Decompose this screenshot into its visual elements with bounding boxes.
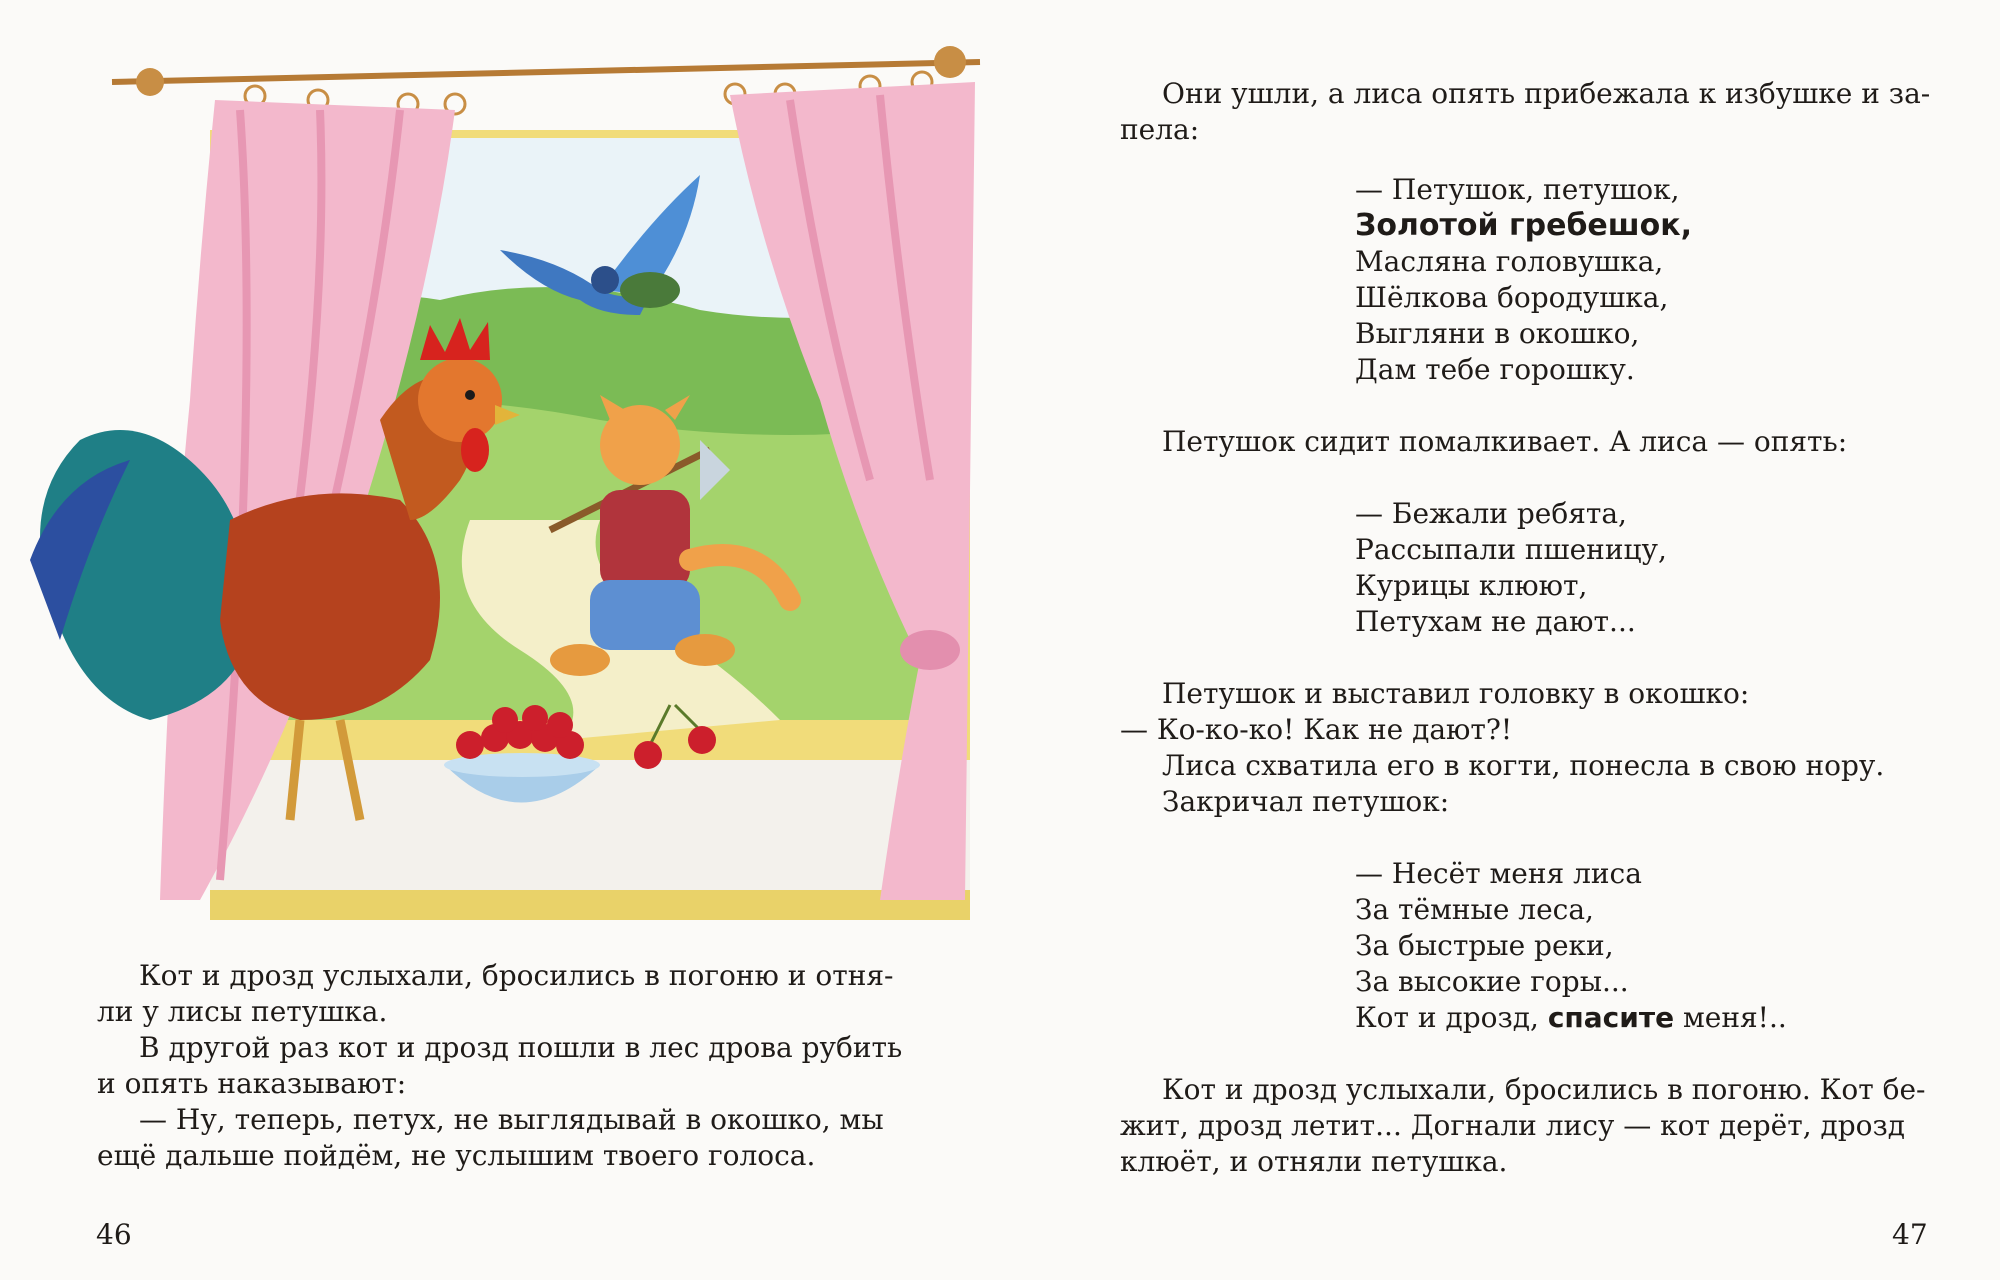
paragraph-line: Лиса схватила его в когти, понесла в свою нору.: [1162, 749, 1885, 782]
verse-line: Рассыпали пшеницу,: [1355, 533, 1667, 566]
paragraph-line: клюёт, и отняли петушка.: [1120, 1145, 1508, 1178]
verse-line: За быстрые реки,: [1355, 929, 1614, 962]
page-number-left: 46: [96, 1218, 132, 1251]
verse-line: За тёмные леса,: [1355, 893, 1594, 926]
bold-word-spasite: спасите: [1547, 1001, 1675, 1034]
verse-1: [1355, 172, 1692, 388]
verse-text: Кот и дрозд,: [1355, 1001, 1548, 1034]
paragraph-line: ли у лисы петушка.: [97, 995, 388, 1028]
verse-line: Масляна головушка,: [1355, 245, 1664, 278]
paragraph-line: В другой раз кот и дрозд пошли в лес дрова рубить: [139, 1031, 903, 1064]
verse-line: Курицы клюют,: [1355, 569, 1588, 602]
paragraph-line: Закричал петушок:: [1162, 785, 1450, 818]
paragraph-line: пела:: [1120, 113, 1200, 146]
paragraph-2: Петушок сидит помалкивает. А лиса — опять:: [1162, 425, 1848, 458]
paragraph-line: Кот и дрозд услыхали, бросились в погоню и отня-: [139, 959, 894, 992]
verse-line: Шёлкова бородушка,: [1355, 281, 1669, 314]
paragraph-line: Петушок и выставил головку в окошко:: [1162, 677, 1750, 710]
verse-2: [1355, 496, 1667, 640]
paragraph-line: ещё дальше пойдём, не услышим твоего голоса.: [97, 1139, 816, 1172]
paragraph-line: — Ко-ко-ко! Как не дают?!: [1120, 713, 1513, 746]
verse-line: — Бежали ребята,: [1355, 497, 1627, 530]
final-paragraph: [1120, 1072, 1926, 1180]
paragraph-3: [1120, 676, 1885, 820]
paragraph-line: жит, дрозд летит... Догнали лису — кот дерёт, дрозд: [1120, 1109, 1906, 1142]
verse-line: Дам тебе горошку.: [1355, 353, 1635, 386]
intro-paragraph: [1120, 76, 1931, 148]
verse-line: Петухам не дают...: [1355, 605, 1636, 638]
paragraph-line: Кот и дрозд услыхали, бросились в погоню. Кот бе-: [1162, 1073, 1926, 1106]
verse-line: За высокие горы...: [1355, 965, 1629, 998]
paragraph-line: — Ну, теперь, петух, не выглядывай в окошко, мы: [139, 1103, 884, 1136]
paragraph-line: Они ушли, а лиса опять прибежала к избушке и за-: [1162, 77, 1931, 110]
verse-3: [1355, 856, 1787, 1036]
verse-line: — Петушок, петушок,: [1355, 173, 1680, 206]
page-number-right: 47: [1892, 1218, 1928, 1251]
paragraph-line: и опять наказывают:: [97, 1067, 407, 1100]
verse-line: Выгляни в окошко,: [1355, 317, 1640, 350]
verse-text: меня!..: [1674, 1001, 1787, 1034]
verse-line: — Несёт меня лиса: [1355, 857, 1642, 890]
verse-line-bold: Золотой гребешок,: [1355, 208, 1692, 243]
verse-line-with-bold: [1355, 1000, 1787, 1036]
